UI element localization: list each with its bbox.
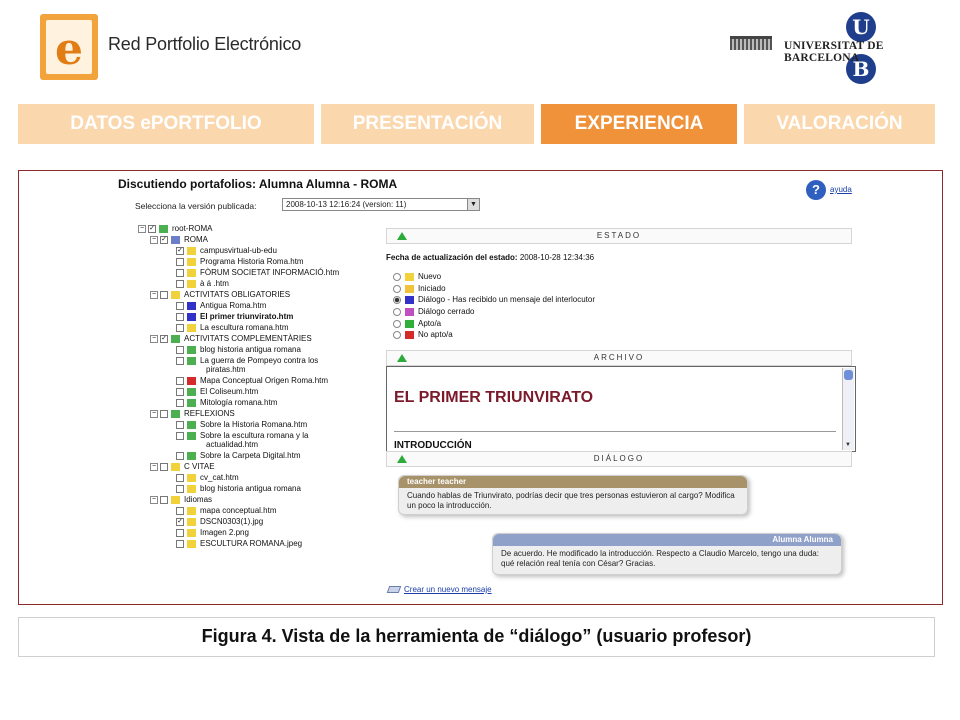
file-icon	[187, 485, 196, 493]
tree-item[interactable]	[176, 451, 301, 461]
radio-button[interactable]	[393, 273, 401, 281]
radio-button[interactable]	[393, 296, 401, 304]
pencil-icon	[387, 586, 402, 593]
tree-item-label: Imagen 2.png	[200, 528, 249, 537]
collapse-icon[interactable]: −	[151, 462, 157, 470]
document-section: INTRODUCCIÓN	[394, 440, 472, 451]
figure-caption: Figura 4. Vista de la herramienta de “diálogo” (usuario profesor)	[201, 626, 752, 646]
collapse-arrow-icon[interactable]	[397, 354, 407, 362]
tree-item[interactable]	[176, 376, 328, 386]
tree-checkbox[interactable]	[160, 410, 168, 418]
message-author: teacher teacher	[399, 476, 747, 488]
ub-letter-b: B	[846, 54, 876, 84]
university-building-icon	[730, 36, 772, 50]
tree-item-label: ESCULTURA ROMANA.jpeg	[200, 539, 303, 548]
tree-item[interactable]	[176, 246, 277, 256]
tree-item-label: mapa conceptual.htm	[200, 506, 277, 515]
status-option-iniciado[interactable]	[393, 284, 446, 294]
collapse-icon[interactable]: −	[139, 224, 145, 232]
file-icon	[187, 357, 196, 365]
file-icon	[187, 540, 196, 548]
tree-checkbox[interactable]	[176, 474, 184, 482]
file-icon	[187, 432, 196, 440]
tree-item-label: ROMA	[184, 235, 208, 244]
tree-item[interactable]	[138, 224, 212, 234]
tree-item[interactable]	[176, 539, 302, 549]
tree-checkbox[interactable]: ✓	[149, 224, 155, 232]
tree-item-label: cv_cat.htm	[200, 473, 239, 482]
tree-item-label: La escultura romana.htm	[200, 323, 289, 332]
tree-item[interactable]	[176, 356, 318, 366]
tree-checkbox[interactable]: ✓	[177, 517, 183, 525]
message-text: Cuando hablas de Triunvirato, podrías decir que tres personas estuvieron al cargo? Modifica un poco la introducción.	[407, 491, 735, 510]
status-color-icon	[405, 320, 414, 328]
version-label: Selecciona la versión publicada:	[135, 201, 257, 211]
tree-checkbox[interactable]	[176, 399, 184, 407]
tree-checkbox[interactable]	[176, 258, 184, 266]
file-icon	[187, 269, 196, 277]
tree-item-label: Sobre la Carpeta Digital.htm	[200, 451, 301, 460]
tree-checkbox[interactable]	[176, 324, 184, 332]
tree-item-label: El Coliseum.htm	[200, 387, 259, 396]
tree-item-label: FÒRUM SOCIETAT INFORMACIÓ.htm	[200, 268, 340, 277]
status-option-label: Nuevo	[418, 272, 442, 281]
version-select-value: 2008-10-13 12:16:24 (version: 11)	[286, 200, 407, 209]
file-icon	[187, 313, 196, 321]
file-icon	[187, 474, 196, 482]
tree-checkbox[interactable]: ✓	[161, 235, 167, 243]
tree-item[interactable]	[176, 312, 293, 322]
tree-item[interactable]	[176, 398, 277, 408]
divider	[394, 431, 836, 432]
scroll-down-icon[interactable]: ▼	[845, 442, 851, 448]
tree-item-label: Sobre la escultura romana y la	[200, 431, 309, 440]
radio-button[interactable]	[393, 285, 401, 293]
tree-checkbox[interactable]	[176, 269, 184, 277]
tree-checkbox[interactable]	[176, 377, 184, 385]
status-option-dialogo[interactable]	[393, 295, 595, 305]
tree-item[interactable]	[150, 290, 290, 300]
tree-item-label: actualidad.htm	[206, 440, 259, 449]
dialogo-header-label: DIÁLOGO	[593, 454, 645, 463]
tree-item[interactable]	[176, 345, 301, 355]
brand-title: Red Portfolio Electrónico	[108, 34, 302, 54]
radio-button[interactable]	[393, 320, 401, 328]
help-icon[interactable]: ?	[806, 180, 826, 200]
tree-item[interactable]	[176, 473, 239, 483]
estado-header-label: ESTADO	[596, 231, 642, 240]
tree-checkbox[interactable]	[176, 540, 184, 548]
tree-item[interactable]	[176, 420, 307, 430]
tree-checkbox[interactable]	[176, 302, 184, 310]
tree-item[interactable]	[176, 301, 266, 311]
tab-experiencia[interactable]: EXPERIENCIA	[541, 104, 737, 144]
radio-button[interactable]	[393, 331, 401, 339]
file-icon	[187, 518, 196, 526]
logo-letter: e	[55, 24, 83, 75]
folder-icon	[171, 496, 180, 504]
status-option-label: Iniciado	[418, 284, 446, 293]
tree-checkbox[interactable]	[176, 280, 184, 288]
file-icon	[187, 346, 196, 354]
tree-item[interactable]	[150, 495, 212, 505]
tree-item[interactable]	[176, 528, 249, 538]
tree-checkbox[interactable]	[176, 507, 184, 515]
page-title: Discutiendo portafolios: Alumna Alumna - ROMA	[118, 177, 398, 191]
ub-letter-u: U	[846, 12, 876, 42]
message-text: De acuerdo. He modificado la introducción. Respecto a Claudio Marcelo, tengo una duda: qué relación real tenía con César? Gracias.	[501, 549, 819, 568]
file-icon	[187, 280, 196, 288]
tree-checkbox[interactable]: ✓	[177, 246, 183, 254]
scrollbar-thumb[interactable]	[844, 370, 853, 380]
estado-date-value: 2008-10-28 12:34:36	[519, 253, 595, 262]
tree-checkbox[interactable]	[160, 463, 168, 471]
folder-icon	[171, 463, 180, 471]
collapse-icon[interactable]: −	[151, 334, 157, 342]
tree-item[interactable]	[176, 387, 258, 397]
tree-item-label: Mitología romana.htm	[200, 398, 278, 407]
estado-header[interactable]	[386, 228, 852, 244]
tree-item-label: root-ROMA	[172, 224, 213, 233]
file-icon	[187, 324, 196, 332]
status-color-icon	[405, 331, 414, 339]
tree-item-label: Mapa Conceptual Origen Roma.htm	[200, 376, 329, 385]
dialogo-header[interactable]	[386, 451, 852, 467]
tree-checkbox[interactable]	[176, 432, 184, 440]
tree-item[interactable]	[176, 279, 229, 289]
tree-item[interactable]	[176, 506, 277, 516]
tree-checkbox[interactable]	[160, 496, 168, 504]
tree-checkbox[interactable]	[160, 291, 168, 299]
tree-item-label: blog historia antigua romana	[200, 345, 301, 354]
file-icon	[187, 302, 196, 310]
tree-item-label: DSCN0303(1).jpg	[200, 517, 264, 526]
tree-checkbox[interactable]	[176, 357, 184, 365]
estado-date	[386, 253, 594, 262]
tree-item-label: blog historia antigua romana	[200, 484, 301, 493]
collapse-icon[interactable]: −	[151, 495, 157, 503]
tab-datos-eportfolio[interactable]: DATOS ePORTFOLIO	[18, 104, 314, 144]
status-option-label: Diálogo - Has recibido un mensaje del interlocutor	[418, 295, 595, 304]
tree-item-continuation	[206, 365, 246, 375]
message-bubble-student	[492, 533, 842, 575]
archivo-header[interactable]	[386, 350, 852, 366]
file-icon	[187, 452, 196, 460]
tree-item-label: piratas.htm	[206, 365, 246, 374]
collapse-icon[interactable]: −	[151, 235, 157, 243]
tree-checkbox[interactable]	[176, 485, 184, 493]
tree-item-label: Antigua Roma.htm	[200, 301, 267, 310]
status-option-label: Diálogo cerrado	[418, 307, 475, 316]
tree-item-label: REFLEXIONS	[184, 409, 235, 418]
folder-icon	[171, 291, 180, 299]
tree-item[interactable]	[176, 323, 289, 333]
collapse-icon[interactable]: −	[151, 409, 157, 417]
file-icon	[187, 388, 196, 396]
new-message-link[interactable]	[388, 585, 492, 594]
status-option-label: No apto/a	[418, 330, 453, 339]
tab-presentacion[interactable]: PRESENTACIÓN	[321, 104, 534, 144]
estado-date-label: Fecha de actualización del estado:	[386, 253, 518, 262]
tree-checkbox[interactable]	[176, 346, 184, 354]
tree-item-continuation	[206, 440, 258, 450]
scrollbar[interactable]	[842, 368, 854, 450]
collapse-arrow-icon[interactable]	[397, 455, 407, 463]
folder-icon	[171, 335, 180, 343]
tree-item[interactable]	[176, 257, 304, 267]
tab-valoracion[interactable]: VALORACIÓN	[744, 104, 935, 144]
status-option-no-apto[interactable]	[393, 330, 453, 340]
tree-item[interactable]	[176, 268, 339, 278]
tree-item-label: Sobre la Historia Romana.htm	[200, 420, 308, 429]
university-name: UNIVERSITAT DE BARCELONA	[784, 40, 884, 64]
status-color-icon	[405, 308, 414, 316]
tree-item-label: Idiomas	[184, 495, 213, 504]
tree-item-label: La guerra de Pompeyo contra los	[200, 356, 319, 365]
tree-checkbox[interactable]	[176, 421, 184, 429]
file-icon	[187, 507, 196, 515]
file-icon	[187, 247, 196, 255]
tree-item-label: campusvirtual-ub-edu	[200, 246, 277, 255]
tree-item[interactable]	[150, 462, 215, 472]
file-icon	[187, 377, 196, 385]
message-bubble-teacher	[398, 475, 748, 515]
archivo-header-label: ARCHIVO	[593, 353, 645, 362]
status-color-icon	[405, 285, 414, 293]
tree-checkbox[interactable]	[176, 313, 184, 321]
tree-item-label: ACTIVITATS OBLIGATORIES	[184, 290, 291, 299]
status-option-label: Apto/a	[418, 319, 442, 328]
folder-icon	[171, 236, 180, 244]
tree-item[interactable]	[150, 235, 208, 245]
file-icon	[187, 529, 196, 537]
status-option-nuevo[interactable]	[393, 272, 441, 282]
status-color-icon	[405, 296, 414, 304]
tree-checkbox[interactable]	[176, 388, 184, 396]
tree-item-label: ACTIVITATS COMPLEMENTÀRIES	[184, 334, 312, 343]
tree-checkbox[interactable]	[176, 452, 184, 460]
new-message-label: Crear un nuevo mensaje	[404, 585, 492, 594]
folder-icon	[159, 225, 168, 233]
tree-checkbox[interactable]: ✓	[161, 334, 167, 342]
red-portfolio-logo	[40, 14, 98, 80]
folder-icon	[171, 410, 180, 418]
tree-item[interactable]	[176, 484, 301, 494]
document-title: EL PRIMER TRIUNVIRATO	[394, 389, 594, 406]
file-icon	[187, 399, 196, 407]
status-option-apto[interactable]	[393, 319, 441, 329]
collapse-arrow-icon[interactable]	[397, 232, 407, 240]
tree-checkbox[interactable]	[176, 529, 184, 537]
tree-item[interactable]	[150, 409, 235, 419]
tree-item-label: El primer triunvirato.htm	[200, 312, 294, 321]
chevron-down-icon: ▼	[467, 199, 479, 210]
tree-item[interactable]	[150, 334, 312, 344]
radio-button[interactable]	[393, 308, 401, 316]
status-color-icon	[405, 273, 414, 281]
tree-item-label: Programa Historia Roma.htm	[200, 257, 304, 266]
tree-item[interactable]	[176, 517, 263, 527]
message-author: Alumna Alumna	[493, 534, 841, 546]
tree-item-label: à á .htm	[200, 279, 229, 288]
collapse-icon[interactable]: −	[151, 290, 157, 298]
file-icon	[187, 421, 196, 429]
file-icon	[187, 258, 196, 266]
help-link[interactable]: ayuda	[830, 185, 852, 194]
status-option-dialogo-cerrado[interactable]	[393, 307, 474, 317]
version-select[interactable]	[282, 198, 480, 211]
tree-item-label: C VITAE	[184, 462, 215, 471]
